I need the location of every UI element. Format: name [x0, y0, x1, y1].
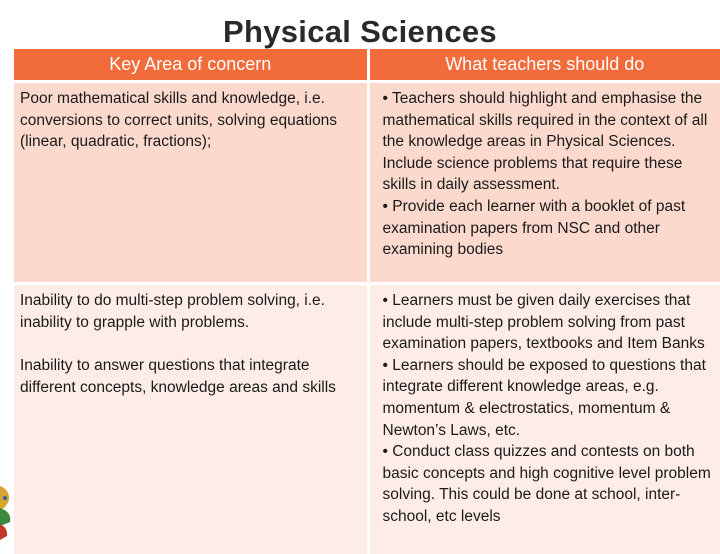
concern-text: Poor mathematical skills and knowledge, i.e. conversions to correct units, solving equations (linear, quadratic, fractions); [20, 88, 361, 153]
action-bullet: • Learners must be given daily exercises that include multi-step problem solving from past examination papers, textbooks and Item Banks [383, 290, 717, 355]
actions-cell [368, 284, 720, 554]
concern-cell [14, 82, 368, 284]
concern-cell [14, 284, 368, 554]
concern-table [14, 49, 720, 554]
action-bullet: • Conduct class quizzes and contests on both basic concepts and high cognitive level problem solving. This could be done at school, inter-school, etc levels [383, 441, 717, 527]
table-row [14, 82, 720, 284]
action-bullet: • Provide each learner with a booklet of past examination papers from NSC and other examining bodies [383, 196, 717, 261]
table-header-row [14, 49, 720, 82]
concern-text: Inability to do multi-step problem solving, i.e. inability to grapple with problems. [20, 290, 361, 333]
actions-cell [368, 82, 720, 284]
spacer [20, 333, 361, 355]
column-header-concern: Key Area of concern [14, 49, 368, 82]
column-header-actions: What teachers should do [368, 49, 720, 82]
coat-of-arms-logo [0, 478, 14, 540]
action-bullet: • Learners should be exposed to questions that integrate different knowledge areas, e.g. momentum & electrostatics, momentum & Newton’s Laws, etc. [383, 355, 717, 441]
concern-text: Inability to answer questions that integrate different concepts, knowledge areas and skills [20, 355, 361, 398]
action-bullet: • Teachers should highlight and emphasise the mathematical skills required in the context of all the knowledge areas in Physical Sciences. Include science problems that require these skills in daily assessment. [383, 88, 717, 196]
page-title: Physical Sciences [0, 14, 720, 50]
table-row [14, 284, 720, 554]
